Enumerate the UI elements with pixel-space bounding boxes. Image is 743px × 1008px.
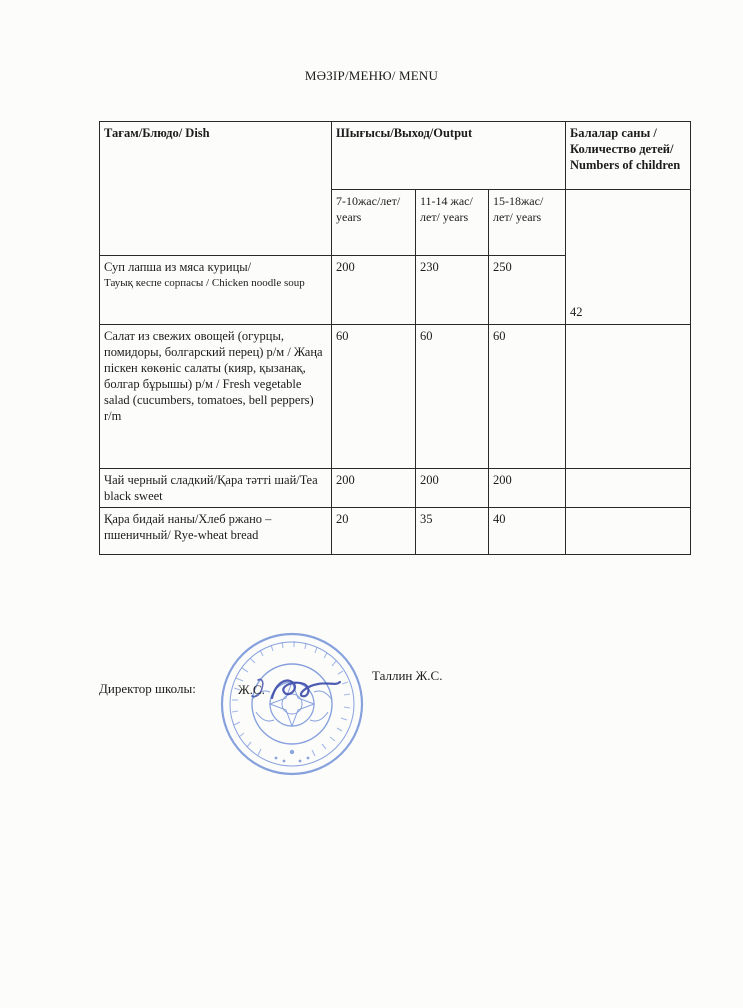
age-group-11-14: 11-14 жас/лет/ years: [416, 190, 489, 256]
dish-name: Суп лапша из мяса курицы/: [104, 260, 252, 274]
director-label: Директор школы:: [99, 681, 196, 696]
dish-name-translation: Тауық кеспе сорпасы / Chicken noodle soup: [104, 277, 305, 289]
output-value: 250: [489, 256, 566, 325]
output-value: 40: [489, 508, 566, 555]
header-children: Балалар саны /Количество детей/ Numbers of children: [566, 122, 691, 190]
children-count: 42: [566, 190, 691, 325]
dish-cell: Салат из свежих овощей (огурцы, помидоры, болгарский перец) р/м / Жаңа піскен көкөніс салаты (кияр, қызанақ, болгар бұрышы) р/м / Fresh vegetable salad (cucumbers, tomatoes, bell peppers) r/m: [100, 325, 332, 469]
dish-cell: Қара бидай наны/Хлеб ржано – пшеничный/ Rye-wheat bread: [100, 508, 332, 555]
menu-table: [99, 121, 691, 555]
empty-cell: [566, 469, 691, 508]
page-title: МӘЗІР/МЕНЮ/ MENU: [304, 68, 439, 83]
output-value: 200: [489, 469, 566, 508]
output-value: 60: [332, 325, 416, 469]
age-group-7-10: 7-10жас/лет/ years: [332, 190, 416, 256]
director-name: Таллин Ж.С.: [372, 668, 443, 683]
table-row: [100, 469, 691, 508]
empty-cell: [566, 508, 691, 555]
header-output: Шығысы/Выход/Output: [332, 122, 566, 190]
output-value: 200: [416, 469, 489, 508]
empty-cell: [566, 325, 691, 469]
output-value: 200: [332, 256, 416, 325]
output-value: 60: [489, 325, 566, 469]
signature-initials: Ж.С.: [238, 682, 265, 697]
dish-cell: Чай черный сладкий/Қара тәтті шай/Tea black sweet: [100, 469, 332, 508]
table-row: [100, 325, 691, 469]
signature-mark: [228, 668, 348, 708]
output-value: 230: [416, 256, 489, 325]
output-value: 60: [416, 325, 489, 469]
output-value: 35: [416, 508, 489, 555]
output-value: 20: [332, 508, 416, 555]
header-dish: Тағам/Блюдо/ Dish: [100, 122, 332, 256]
dish-cell: [100, 256, 332, 325]
age-group-15-18: 15-18жас/лет/ years: [489, 190, 566, 256]
header-row: [100, 122, 691, 190]
output-value: 200: [332, 469, 416, 508]
table-row: [100, 508, 691, 555]
